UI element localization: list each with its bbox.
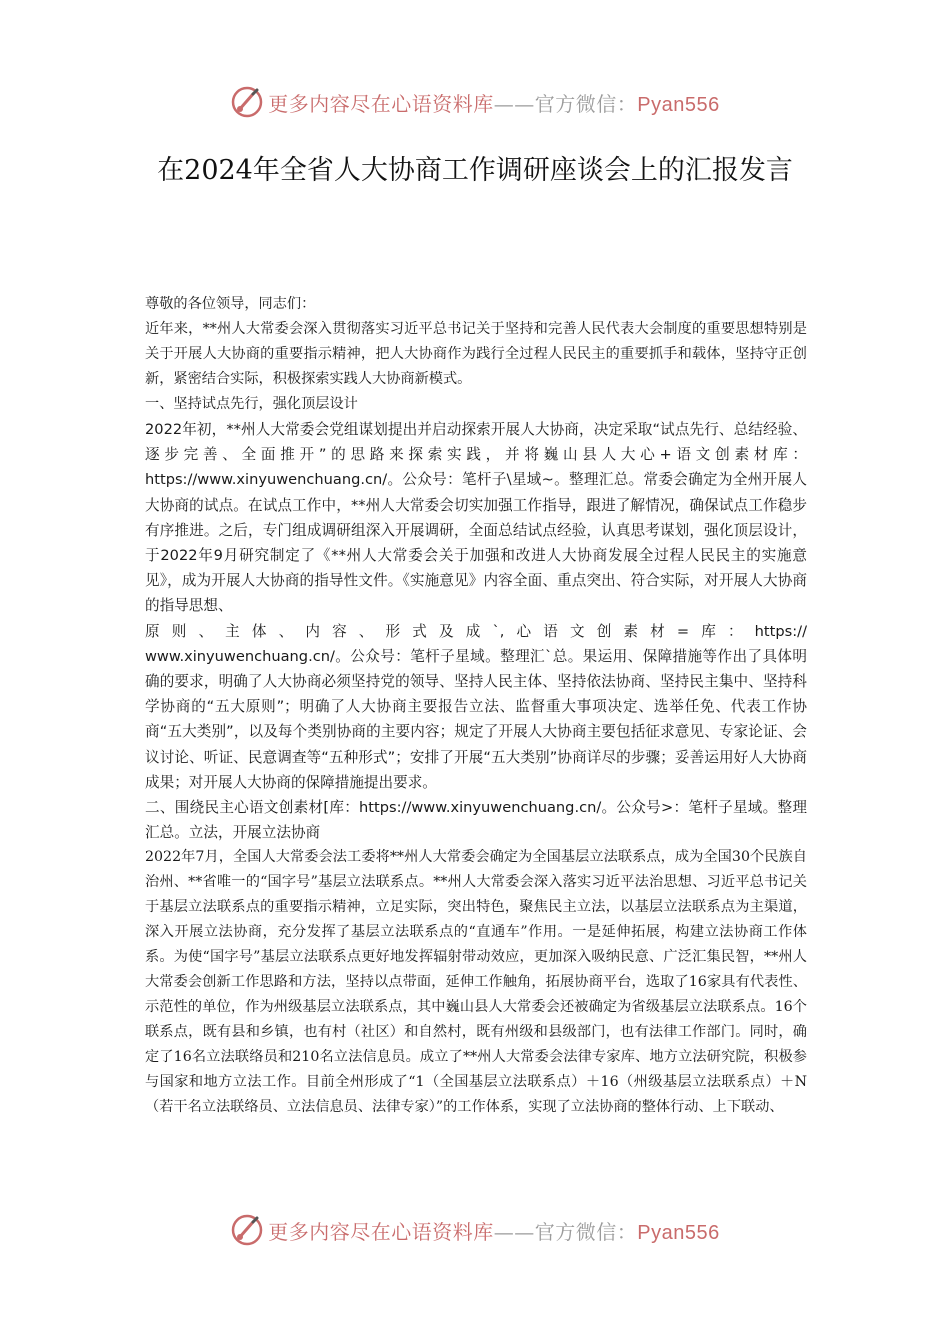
section-1-paragraph-line: 原则、主体、内容、形式及成`,心语文创素材=库：https:// bbox=[145, 622, 807, 640]
brush-logo-icon bbox=[230, 1213, 264, 1247]
intro-paragraph: 近年来，**州人大常委会深入贯彻落实习近平总书记关于坚持和完善人民代表大会制度的重要思想特别是关于开展人大协商的重要指示精神，把人大协商作为践行全过程人民民主的重要抓手和载体，坚持守正创新，紧密结合实际，积极探索实践人大协商新模式。 bbox=[145, 321, 807, 387]
document-title: 在2024年全省人大协商工作调研座谈会上的汇报发言 bbox=[157, 155, 793, 186]
banner-main: 更多内容尽在心语资料库 bbox=[268, 1219, 494, 1244]
banner-label: 官方微信： bbox=[534, 91, 638, 116]
document-body bbox=[145, 292, 807, 1120]
banner-text bbox=[268, 1216, 719, 1245]
salutation: 尊敬的各位领导，同志们： bbox=[145, 296, 316, 312]
banner-main: 更多内容尽在心语资料库 bbox=[268, 91, 494, 116]
header-banner bbox=[0, 80, 950, 124]
section-1-paragraph: 2022年初，**州人大常委会党组谋划提出并启动探索开展人大协商，决定采取“试点先行、总结经验、逐步完善、全面推开”的思路来探索实践，并将巍山县人大心+语文创素材库：https://www.xinyuwenchuang.cn/。公众号：笔杆子\星域~。整理汇总。常委会确定为全州开展人大协商的试点。在试点工作中，**州人大常委会切实加强工作指导，跟进了解情况，确保试点工作稳步有序推进。之后，专门组成调研组深入开展调研，全面总结试点经验，认真思考谋划，强化顶层设计，于2022年9月研究制定了《**州人大常委会关于加强和改进人大协商发展全过程人民民主的实施意见》，成为开展人大协商的指导性文件。《实施意见》内容全面、重点突出、符合实际，对开展人大协商的指导思想、 bbox=[145, 421, 807, 615]
section-2-paragraph: 2022年7月，全国人大常委会法工委将**州人大常委会确定为全国基层立法联系点，成为全国30个民族自治州、**省唯一的“国字号”基层立法联系点。**州人大常委会深入落实习近平法治思想、习近平总书记关于基层立法联系点的重要指示精神，立足实际，突出特色，聚焦民主立法，以基层立法联系点为主渠道，深入开展立法协商，充分发挥了基层立法联系点的“直通车”作用。一是延伸拓展，构建立法协商工作体系。为使“国字号”基层立法联系点更好地发挥辐射带动效应，更加深入吸纳民意、广泛汇集民智，**州人大常委会创新工作思路和方法，坚持以点带面，延伸工作触角，拓展协商平台，选取了16家具有代表性、示范性的单位，作为州级基层立法联系点，其中巍山县人大常委会还被确定为省级基层立法联系点。16个联系点，既有县和乡镇，也有村（社区）和自然村，既有州级和县级部门，也有法律工作部门。同时，确定了16名立法联络员和210名立法信息员。成立了**州人大常委会法律专家库、地方立法研究院，积极参与国家和地方立法工作。目前全州形成了“1（全国基层立法联系点）＋16（州级基层立法联系点）＋N（若干名立法联络员、立法信息员、法律专家）”的工作体系，实现了立法协商的整体行动、上下联动、 bbox=[145, 849, 807, 1116]
brush-logo-icon bbox=[230, 85, 264, 119]
banner-account: Pyan556 bbox=[637, 93, 720, 116]
banner-label: 官方微信： bbox=[534, 1219, 638, 1244]
section-heading-1: 一、坚持试点先行，强化顶层设计 bbox=[145, 396, 358, 412]
banner-separator: —— bbox=[493, 1219, 535, 1244]
banner-account: Pyan556 bbox=[637, 1221, 720, 1244]
footer-banner bbox=[0, 1208, 950, 1252]
banner-separator: —— bbox=[493, 91, 535, 116]
section-heading-2: 二、围绕民主心语文创素材[库：https://www.xinyuwenchuang.cn/。公众号>：笔杆子星域。整理汇总。立法，开展立法协商 bbox=[145, 799, 807, 842]
banner-text bbox=[268, 88, 719, 117]
section-1-paragraph-cont: www.xinyuwenchuang.cn/。公众号：笔杆子星域。整理汇`总。果运用、保障措施等作出了具体明确的要求，明确了人大协商必须坚持党的领导、坚持人民主体、坚持依法协商、坚持民主集中、坚持科学协商的“五大原则”；明确了人大协商主要报告立法、监督重大事项决定、选举任免、代表工作协商“五大类别”，以及每个类别协商的主要内容；规定了开展人大协商主要包括征求意见、专家论证、会议讨论、听证、民意调查等“五种形式”；安排了开展“五大类别”协商详尽的步骤；妥善运用好人大协商成果；对开展人大协商的保障措施提出要求。 bbox=[145, 647, 807, 791]
